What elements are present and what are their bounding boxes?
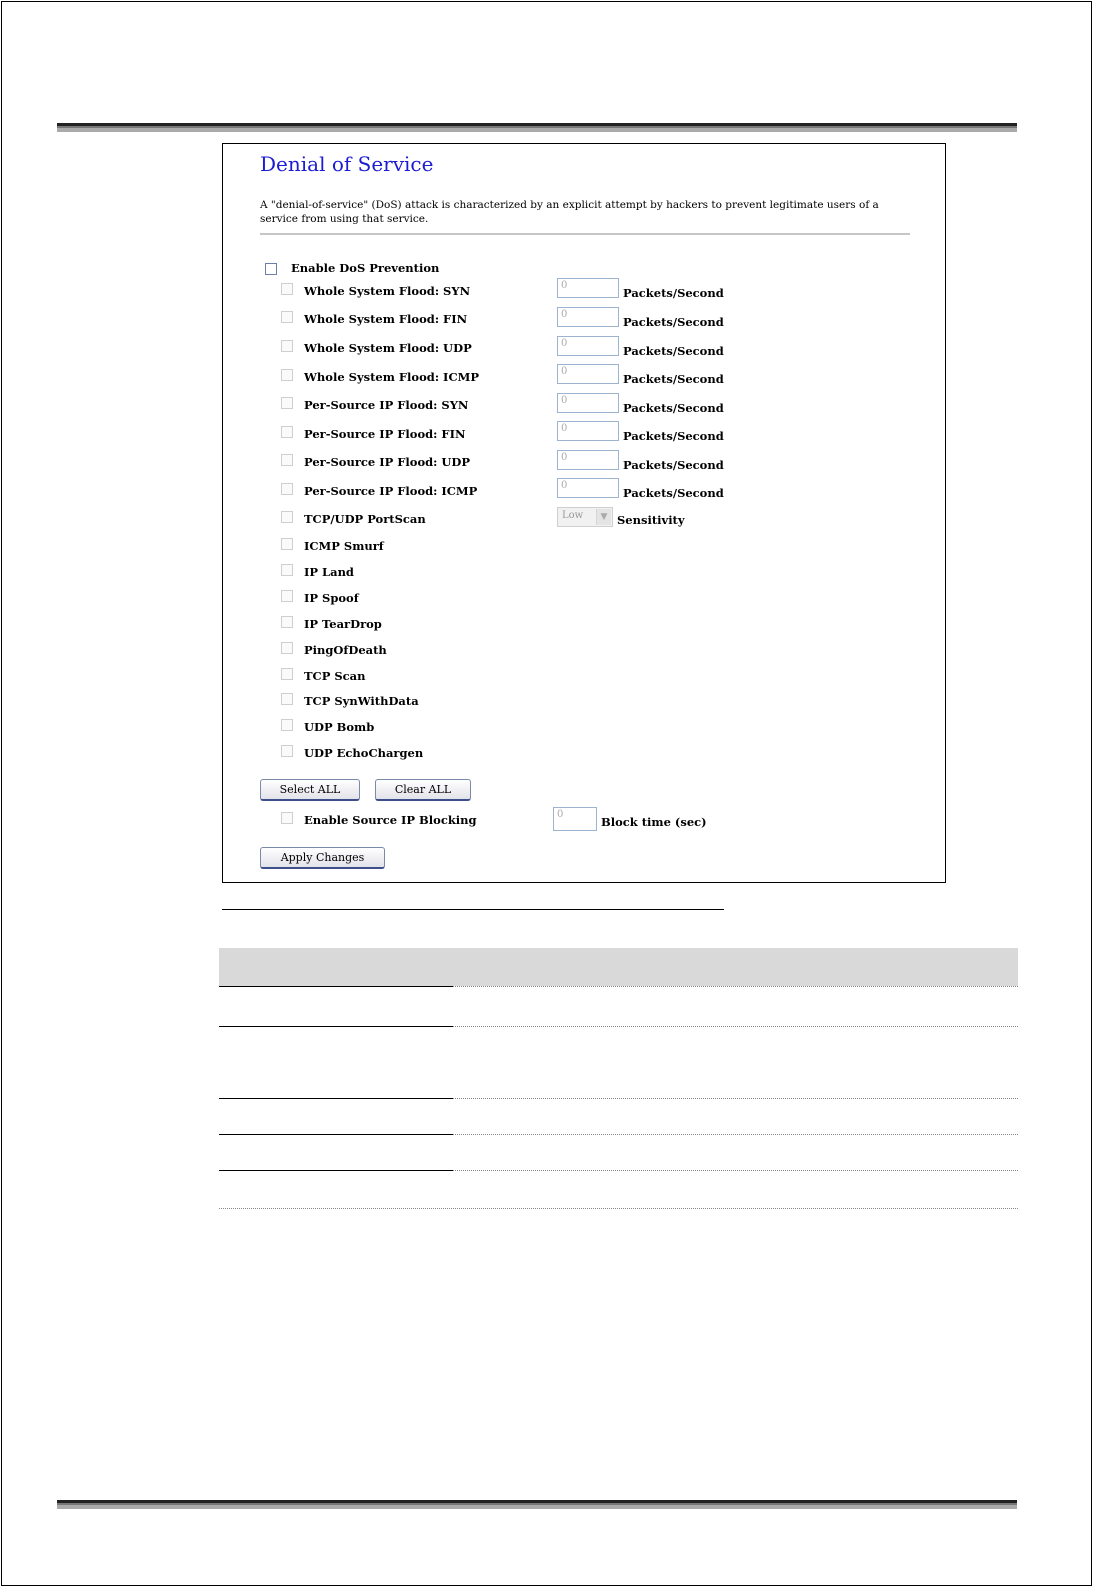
flood-row-label: Whole System Flood: SYN xyxy=(304,284,471,298)
portscan-label: TCP/UDP PortScan xyxy=(304,512,426,526)
flood-rate-input[interactable]: 0 xyxy=(557,364,619,384)
rate-unit: Packets/Second xyxy=(623,372,724,386)
block-time-input[interactable]: 0 xyxy=(553,807,597,831)
tcp-scan-checkbox[interactable] xyxy=(281,668,293,680)
udp-echochargen-checkbox[interactable] xyxy=(281,745,293,757)
icmp-smurf-checkbox[interactable] xyxy=(281,538,293,550)
attack-label: IP TearDrop xyxy=(304,617,382,631)
per-source-icmp-checkbox[interactable] xyxy=(281,483,293,495)
flood-rate-input[interactable]: 0 xyxy=(557,393,619,413)
flood-rate-input[interactable]: 0 xyxy=(557,421,619,441)
footer-rule xyxy=(57,1500,1017,1509)
flood-rate-input[interactable]: 0 xyxy=(557,336,619,356)
flood-rate-input[interactable]: 0 xyxy=(557,278,619,298)
portscan-checkbox[interactable] xyxy=(281,511,293,523)
rate-unit: Packets/Second xyxy=(623,286,724,300)
flood-fin-checkbox[interactable] xyxy=(281,311,293,323)
sensitivity-label: Sensitivity xyxy=(617,513,685,527)
flood-row-label: Per-Source IP Flood: FIN xyxy=(304,427,466,441)
caption-underline xyxy=(222,909,724,910)
flood-rate-input[interactable]: 0 xyxy=(557,307,619,327)
attack-label: IP Spoof xyxy=(304,591,359,605)
select-all-button[interactable]: Select ALL xyxy=(260,779,360,801)
source-ip-blocking-checkbox[interactable] xyxy=(281,812,293,824)
per-source-udp-checkbox[interactable] xyxy=(281,454,293,466)
ip-teardrop-checkbox[interactable] xyxy=(281,616,293,628)
apply-changes-button[interactable]: Apply Changes xyxy=(260,847,385,869)
block-time-label: Block time (sec) xyxy=(601,815,707,829)
rate-unit: Packets/Second xyxy=(623,315,724,329)
attack-label: IP Land xyxy=(304,565,354,579)
flood-row-label: Whole System Flood: UDP xyxy=(304,341,472,355)
flood-row-label: Per-Source IP Flood: UDP xyxy=(304,455,471,469)
source-ip-blocking-label: Enable Source IP Blocking xyxy=(304,813,477,827)
attack-label: ICMP Smurf xyxy=(304,539,384,553)
per-source-fin-checkbox[interactable] xyxy=(281,426,293,438)
ip-land-checkbox[interactable] xyxy=(281,564,293,576)
attack-label: TCP Scan xyxy=(304,669,366,683)
attack-label: UDP EchoChargen xyxy=(304,746,424,760)
reference-table xyxy=(219,948,1018,986)
ip-spoof-checkbox[interactable] xyxy=(281,590,293,602)
flood-rate-input[interactable]: 0 xyxy=(557,450,619,470)
enable-dos-checkbox[interactable] xyxy=(265,263,277,275)
tcp-synwithdata-checkbox[interactable] xyxy=(281,693,293,705)
ping-of-death-checkbox[interactable] xyxy=(281,642,293,654)
flood-row-label: Per-Source IP Flood: SYN xyxy=(304,398,469,412)
udp-bomb-checkbox[interactable] xyxy=(281,719,293,731)
rate-unit: Packets/Second xyxy=(623,486,724,500)
flood-row-label: Whole System Flood: FIN xyxy=(304,312,468,326)
rate-unit: Packets/Second xyxy=(623,429,724,443)
flood-rate-input[interactable]: 0 xyxy=(557,478,619,498)
clear-all-button[interactable]: Clear ALL xyxy=(375,779,471,801)
flood-row-label: Per-Source IP Flood: ICMP xyxy=(304,484,478,498)
rate-unit: Packets/Second xyxy=(623,344,724,358)
table-bottom-line xyxy=(219,1208,1018,1209)
flood-syn-checkbox[interactable] xyxy=(281,283,293,295)
flood-icmp-checkbox[interactable] xyxy=(281,369,293,381)
attack-label: PingOfDeath xyxy=(304,643,387,657)
divider xyxy=(260,233,910,235)
attack-label: UDP Bomb xyxy=(304,720,375,734)
flood-row-label: Whole System Flood: ICMP xyxy=(304,370,479,384)
sensitivity-value: Low xyxy=(562,510,584,521)
enable-dos-label: Enable DoS Prevention xyxy=(291,261,440,275)
sensitivity-select[interactable] xyxy=(557,507,613,527)
per-source-syn-checkbox[interactable] xyxy=(281,397,293,409)
header-rule xyxy=(57,123,1017,132)
intro-text: A "denial-of-service" (DoS) attack is characterized by an explicit attempt by hackers to prevent legitimate users of a service from using that service. xyxy=(260,199,879,225)
chevron-down-icon: ▼ xyxy=(596,509,611,525)
dos-screenshot xyxy=(222,143,946,883)
table-header xyxy=(219,948,1018,986)
rate-unit: Packets/Second xyxy=(623,458,724,472)
page-title: Denial of Service xyxy=(260,152,434,176)
flood-udp-checkbox[interactable] xyxy=(281,340,293,352)
rate-unit: Packets/Second xyxy=(623,401,724,415)
attack-label: TCP SynWithData xyxy=(304,694,419,708)
